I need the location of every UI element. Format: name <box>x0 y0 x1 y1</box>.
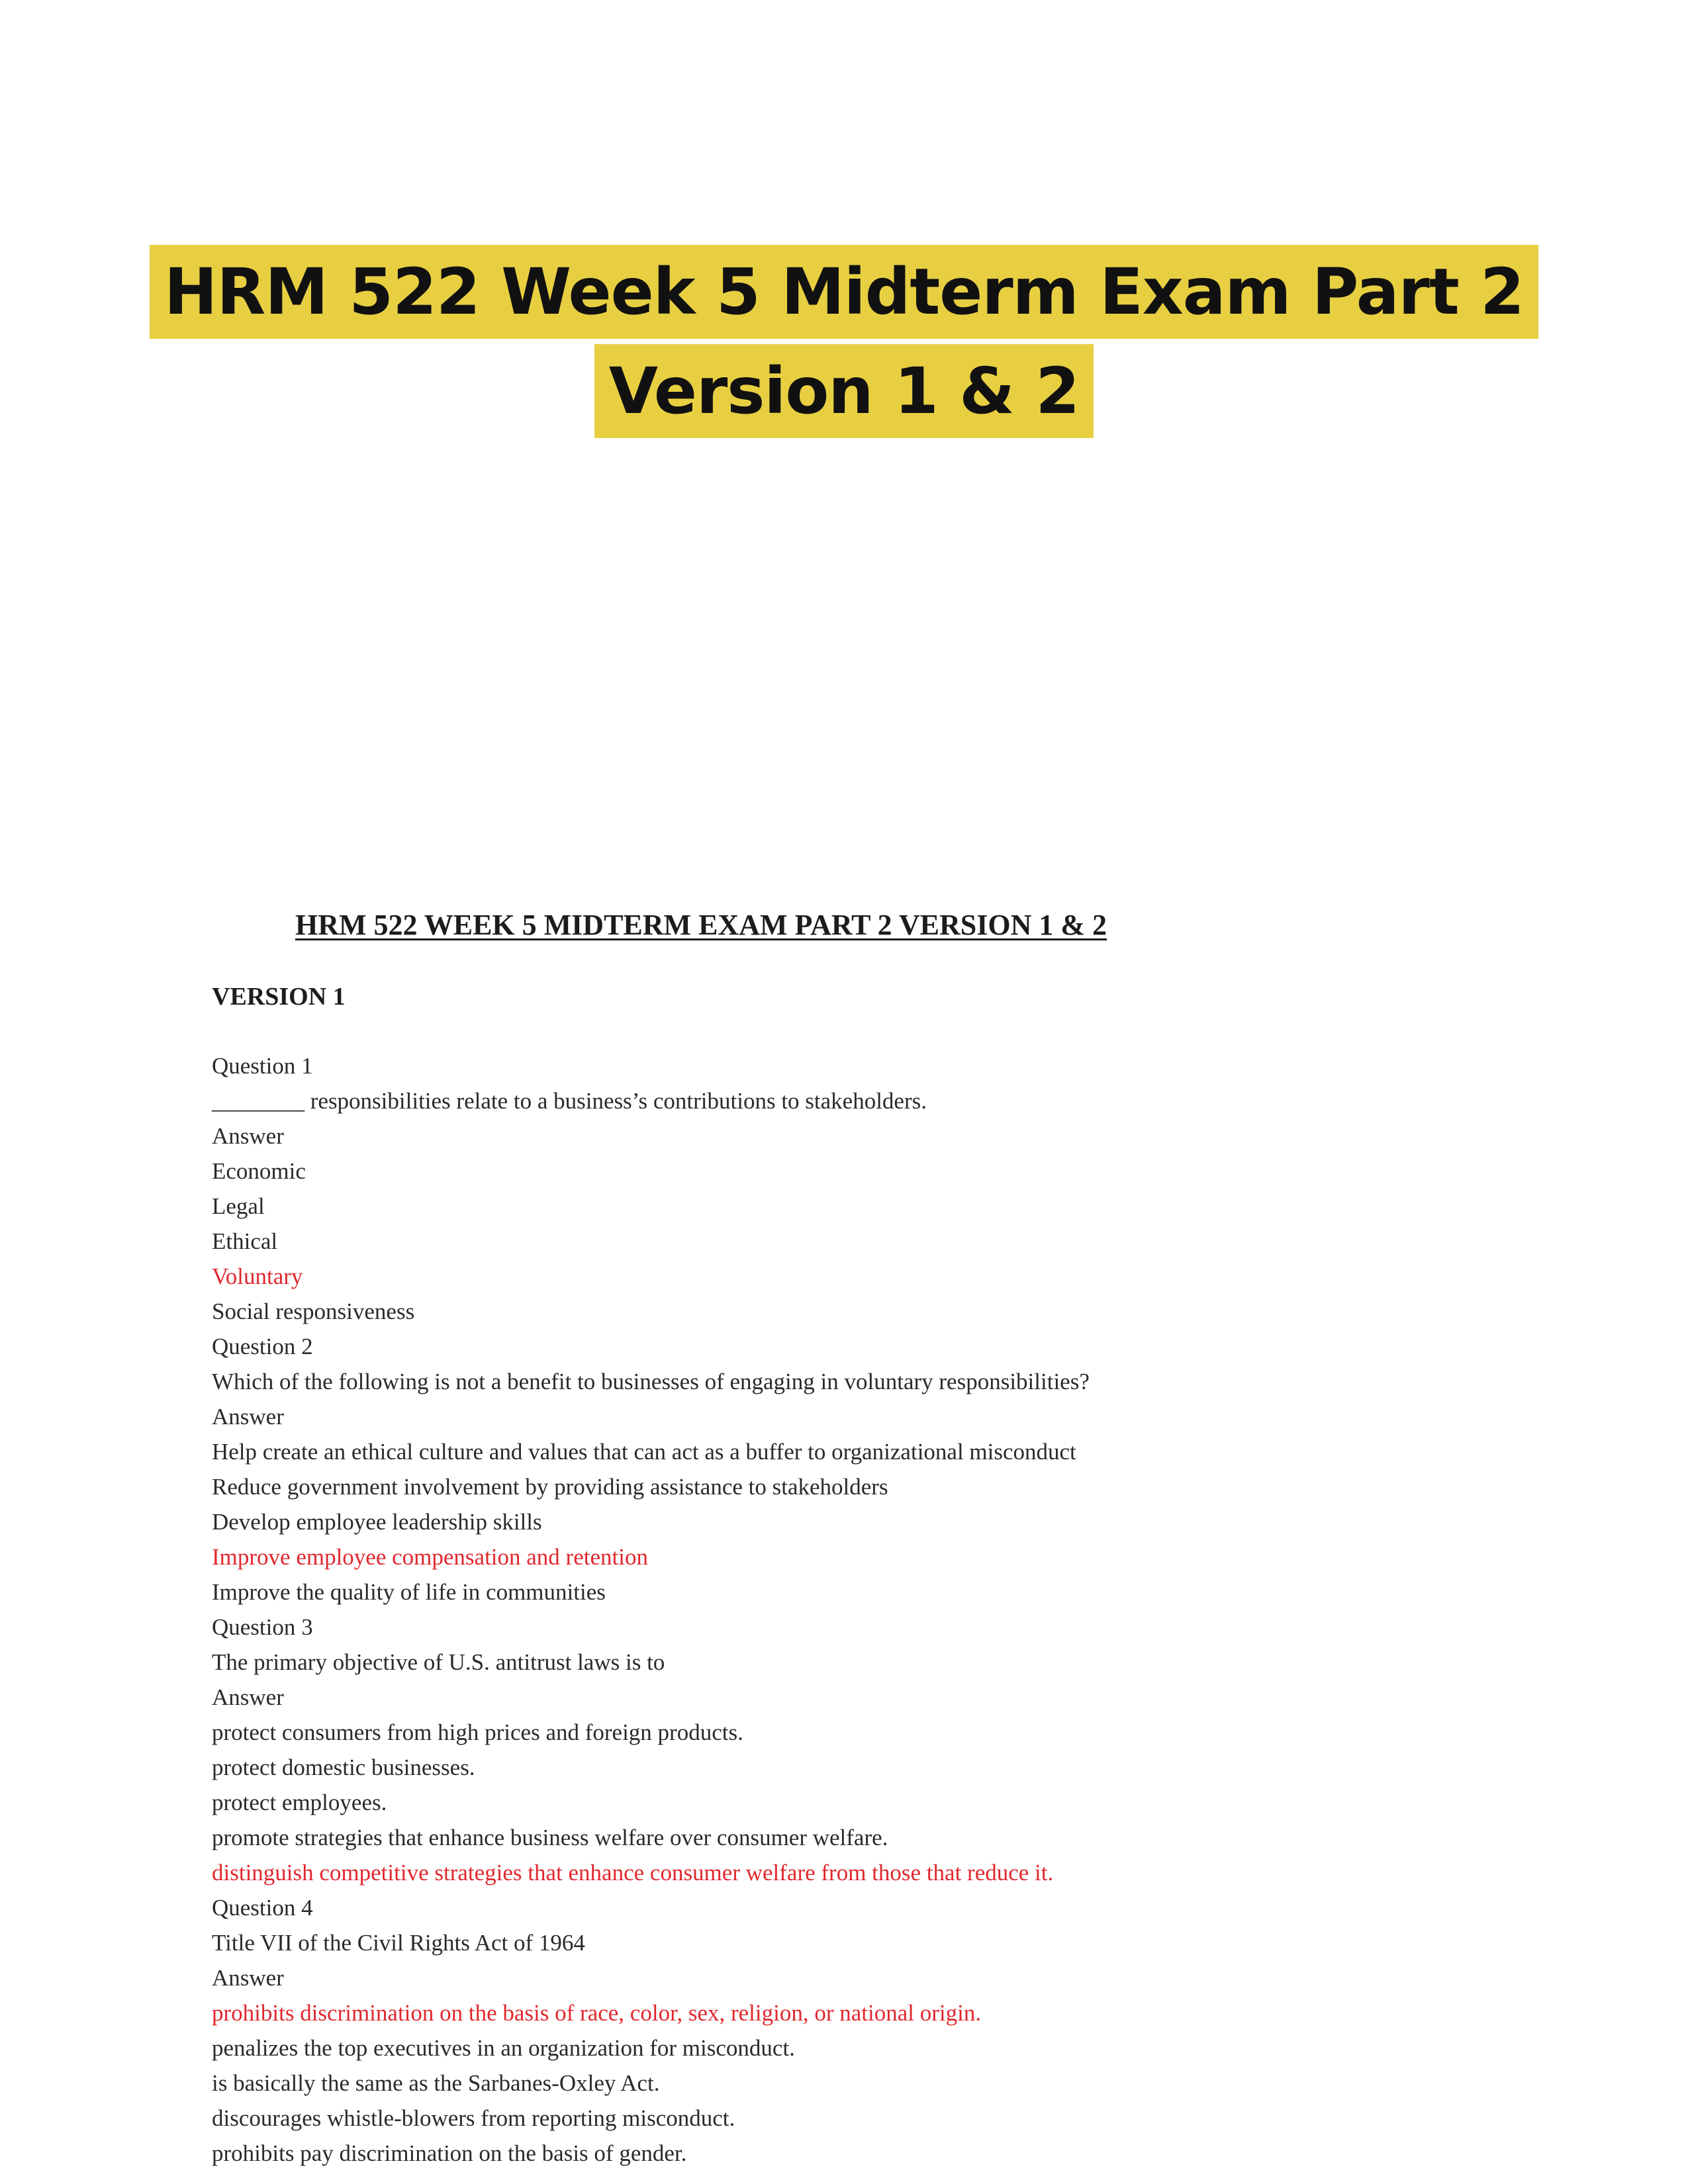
answer-label: Answer <box>212 1965 284 1991</box>
text-line: ________ responsibilities relate to a business’s contributions to stakeholders. <box>212 1088 927 1114</box>
answer-label: Answer <box>212 1123 284 1149</box>
question-number: Question 4 <box>212 1895 313 1921</box>
banner-title-line-1 <box>0 245 1688 339</box>
text-line: Improve the quality of life in communities <box>212 1579 606 1605</box>
banner-title-text-1: HRM 522 Week 5 Midterm Exam Part 2 <box>150 245 1538 339</box>
question-number: Question 1 <box>212 1053 313 1079</box>
correct-answer-option: prohibits discrimination on the basis of race, color, sex, religion, or national origin. <box>212 2000 982 2026</box>
text-line: Help create an ethical culture and values that can act as a buffer to organizational misconduct <box>212 1439 1076 1465</box>
text-line: protect consumers from high prices and foreign products. <box>212 1719 743 1745</box>
question-list <box>212 1048 1602 2171</box>
text-line: promote strategies that enhance business welfare over consumer welfare. <box>212 1825 888 1850</box>
text-line: prohibits pay discrimination on the basis of gender. <box>212 2140 687 2166</box>
text-line: Title VII of the Civil Rights Act of 1964 <box>212 1930 585 1956</box>
text-line: protect domestic businesses. <box>212 1754 475 1780</box>
text-line: Ethical <box>212 1228 278 1254</box>
question-number: Question 3 <box>212 1614 313 1640</box>
document-title: HRM 522 WEEK 5 MIDTERM EXAM PART 2 VERSION 1 & 2 <box>295 909 1107 941</box>
question-number: Question 2 <box>212 1334 313 1359</box>
text-line: Reduce government involvement by providing assistance to stakeholders <box>212 1474 888 1500</box>
banner-title-text-2: Version 1 & 2 <box>594 344 1094 438</box>
text-line: Which of the following is not a benefit to businesses of engaging in voluntary responsibilities? <box>212 1369 1090 1394</box>
text-line: The primary objective of U.S. antitrust laws is to <box>212 1649 665 1675</box>
text-line: Legal <box>212 1193 265 1219</box>
text-line: Economic <box>212 1158 306 1184</box>
text-line: is basically the same as the Sarbanes-Oxley Act. <box>212 2070 660 2096</box>
correct-answer-option: Improve employee compensation and retention <box>212 1544 648 1570</box>
text-line: protect employees. <box>212 1790 387 1815</box>
text-line: penalizes the top executives in an organization for misconduct. <box>212 2035 795 2061</box>
correct-answer-option: distinguish competitive strategies that enhance consumer welfare from those that reduce it. <box>212 1860 1054 1886</box>
correct-answer-option: Voluntary <box>212 1263 303 1289</box>
text-line: discourages whistle-blowers from reporting misconduct. <box>212 2105 735 2131</box>
answer-label: Answer <box>212 1404 284 1430</box>
banner-title-line-2 <box>0 344 1688 438</box>
version-heading: VERSION 1 <box>212 983 346 1011</box>
text-line: Social responsiveness <box>212 1298 415 1324</box>
text-line: Develop employee leadership skills <box>212 1509 542 1535</box>
answer-label: Answer <box>212 1684 284 1710</box>
